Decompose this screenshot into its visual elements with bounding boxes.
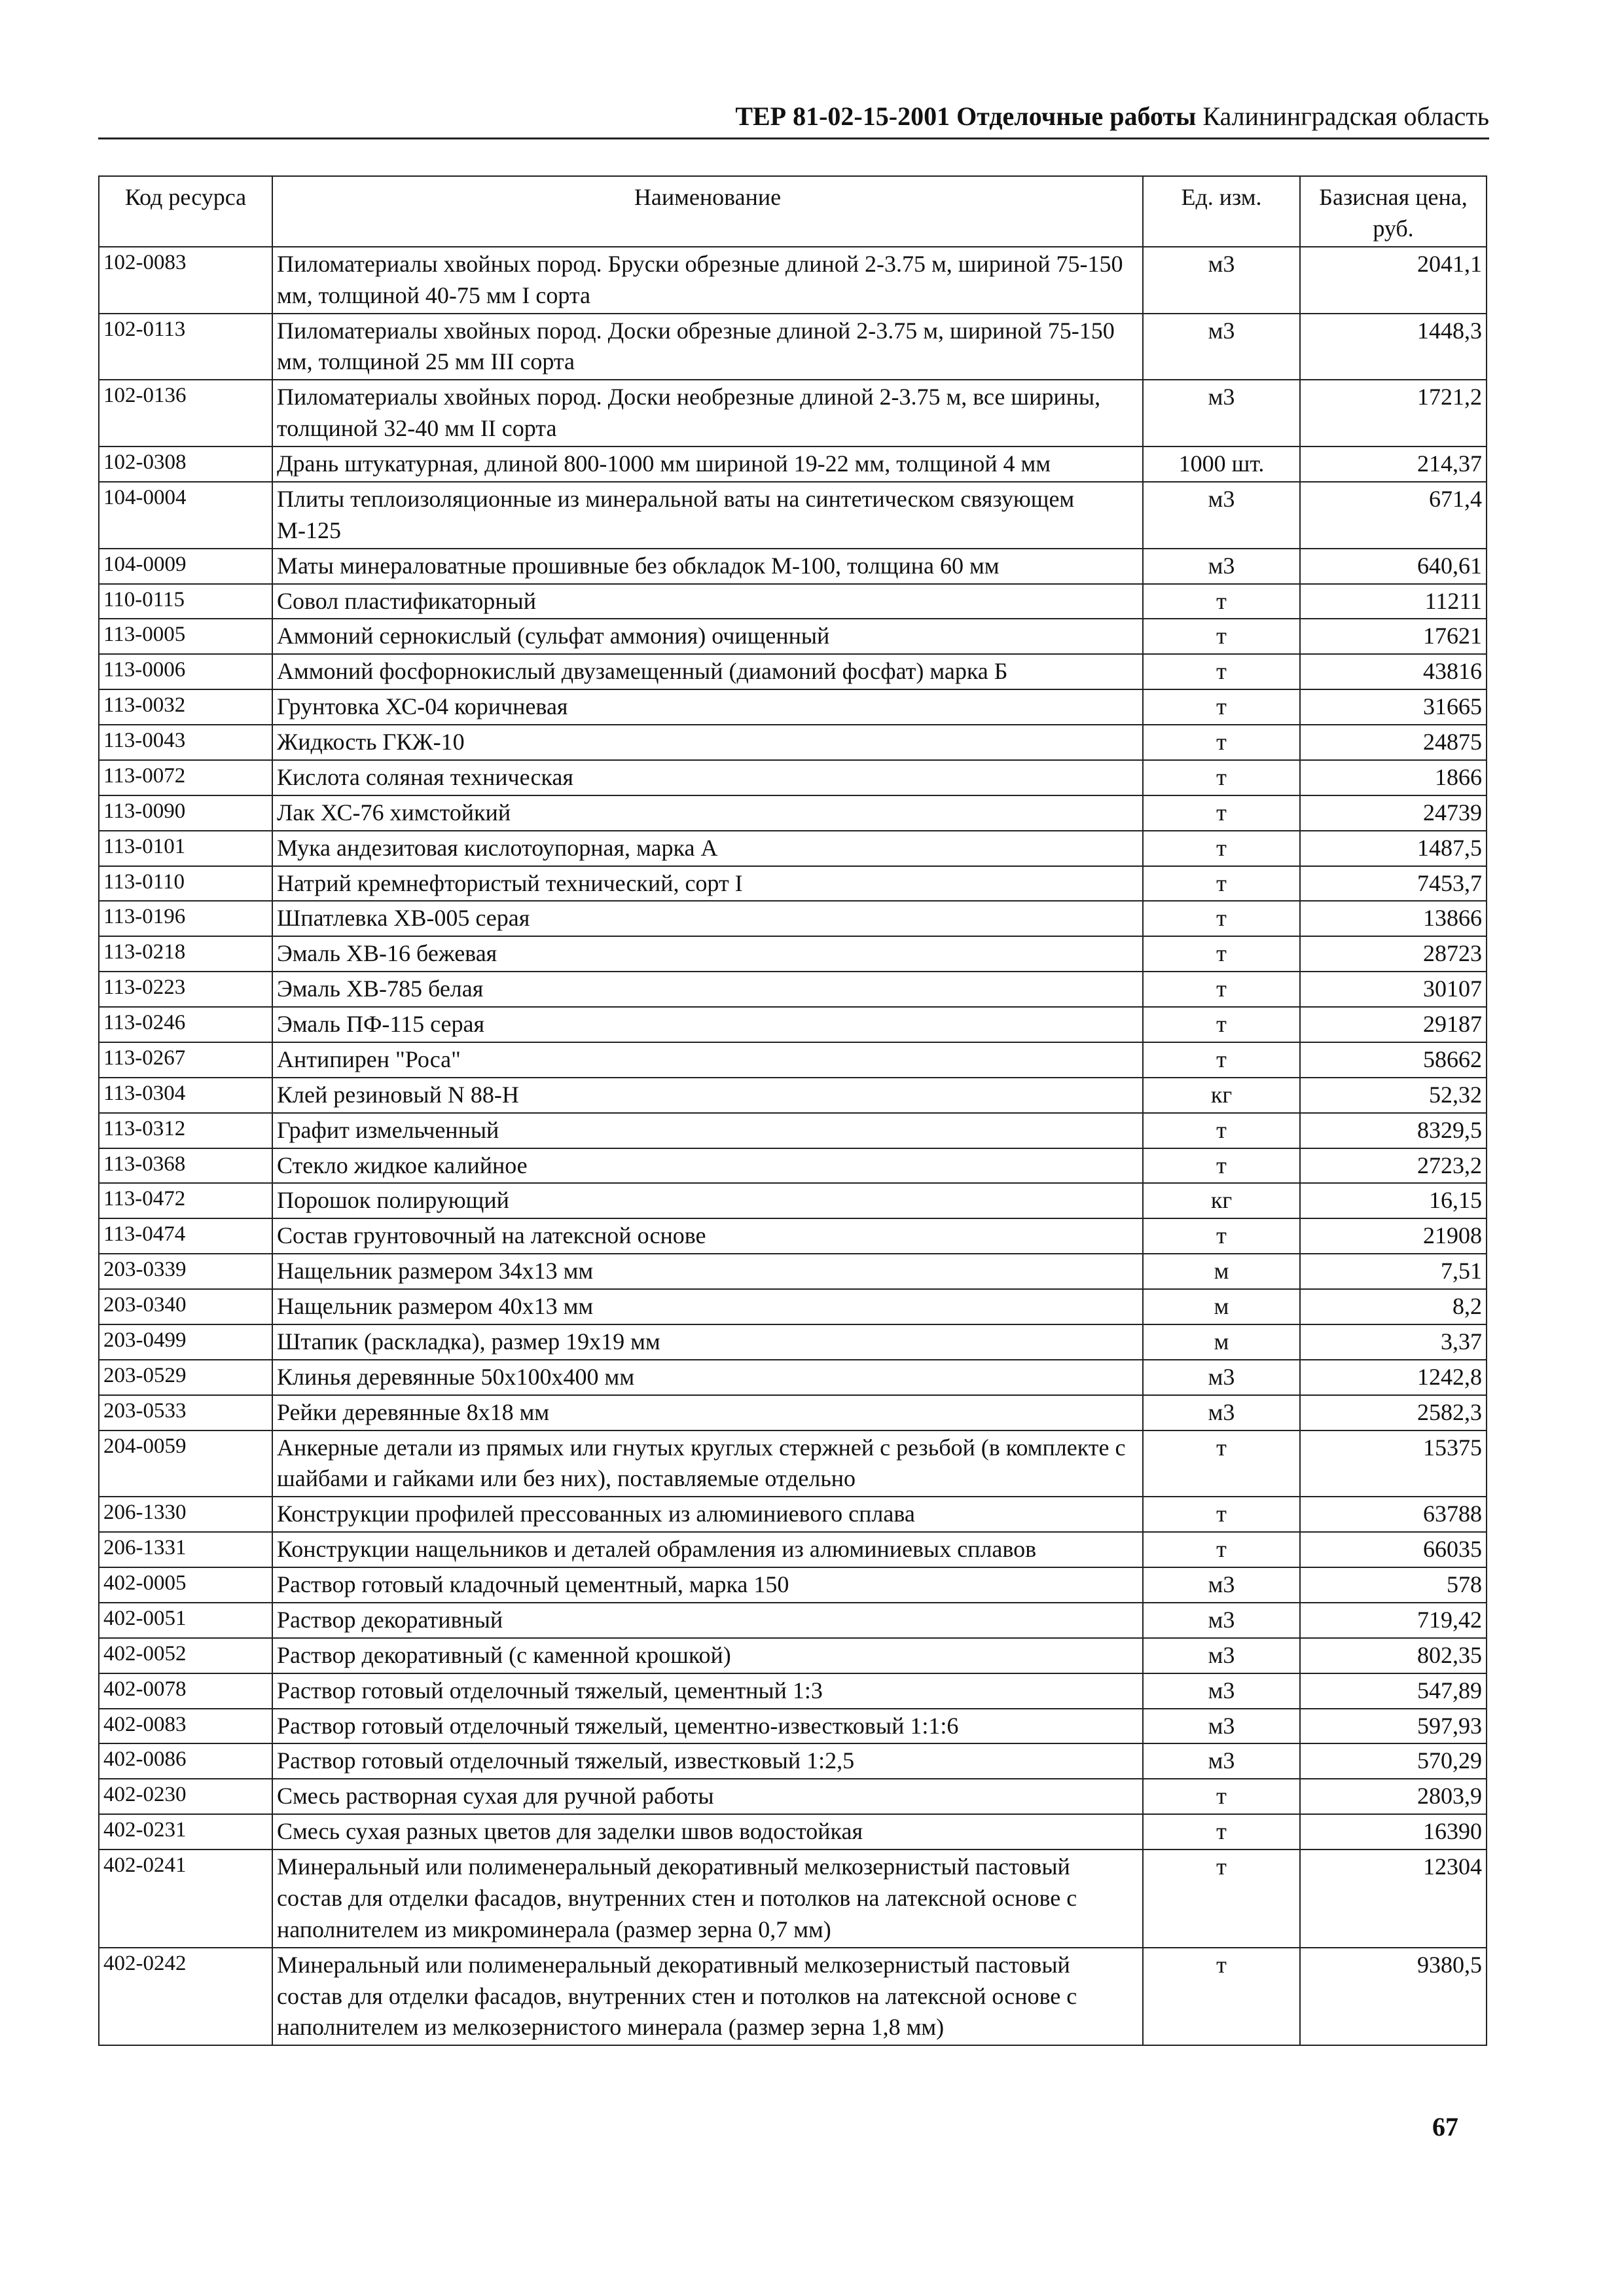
cell-unit: м3 — [1143, 1360, 1300, 1395]
table-header-row — [99, 176, 1487, 247]
table-row — [99, 1042, 1487, 1078]
table-row — [99, 584, 1487, 619]
cell-price: 597,93 — [1300, 1709, 1487, 1744]
cell-unit: т — [1143, 936, 1300, 972]
cell-unit: м3 — [1143, 1567, 1300, 1603]
cell-unit: м3 — [1143, 1395, 1300, 1430]
cell-code: 113-0101 — [99, 831, 272, 866]
cell-code: 402-0052 — [99, 1638, 272, 1673]
cell-unit: кг — [1143, 1183, 1300, 1218]
table-row — [99, 654, 1487, 689]
cell-name: Лак ХС-76 химстойкий — [272, 795, 1143, 831]
cell-price: 7,51 — [1300, 1254, 1487, 1289]
cell-code: 402-0241 — [99, 1850, 272, 1948]
table-row — [99, 1532, 1487, 1567]
cell-name: Конструкции нащельников и деталей обрамления из алюминиевых сплавов — [272, 1532, 1143, 1567]
table-row — [99, 1395, 1487, 1430]
table-row — [99, 1497, 1487, 1532]
cell-price: 12304 — [1300, 1850, 1487, 1948]
cell-unit: м3 — [1143, 247, 1300, 314]
cell-unit: т — [1143, 972, 1300, 1007]
cell-price: 578 — [1300, 1567, 1487, 1603]
cell-price: 2723,2 — [1300, 1148, 1487, 1184]
table-row — [99, 1948, 1487, 2046]
cell-price: 58662 — [1300, 1042, 1487, 1078]
cell-price: 802,35 — [1300, 1638, 1487, 1673]
cell-price: 8,2 — [1300, 1289, 1487, 1324]
cell-price: 3,37 — [1300, 1324, 1487, 1360]
cell-name: Раствор готовый отделочный тяжелый, известковый 1:2,5 — [272, 1743, 1143, 1779]
table-row — [99, 1814, 1487, 1850]
table-row — [99, 760, 1487, 795]
cell-code: 206-1330 — [99, 1497, 272, 1532]
cell-unit: т — [1143, 689, 1300, 725]
cell-name: Шпатлевка ХВ-005 серая — [272, 901, 1143, 936]
cell-name: Пиломатериалы хвойных пород. Бруски обрезные длиной 2-3.75 м, шириной 75-150 мм, толщиной 40-75 мм I сорта — [272, 247, 1143, 314]
cell-code: 203-0533 — [99, 1395, 272, 1430]
table-row — [99, 446, 1487, 482]
cell-name: Натрий кремнефтористый технический, сорт I — [272, 866, 1143, 902]
cell-unit: т — [1143, 619, 1300, 654]
cell-price: 1866 — [1300, 760, 1487, 795]
cell-unit: м3 — [1143, 1603, 1300, 1638]
cell-price: 2803,9 — [1300, 1779, 1487, 1814]
cell-code: 110-0115 — [99, 584, 272, 619]
cell-unit: м — [1143, 1324, 1300, 1360]
cell-price: 31665 — [1300, 689, 1487, 725]
cell-name: Раствор декоративный — [272, 1603, 1143, 1638]
cell-name: Стекло жидкое калийное — [272, 1148, 1143, 1184]
cell-code: 402-0231 — [99, 1814, 272, 1850]
cell-price: 17621 — [1300, 619, 1487, 654]
cell-name: Раствор готовый отделочный тяжелый, цементно-известковый 1:1:6 — [272, 1709, 1143, 1744]
cell-code: 102-0136 — [99, 380, 272, 446]
cell-name: Совол пластификаторный — [272, 584, 1143, 619]
cell-code: 113-0218 — [99, 936, 272, 972]
cell-price: 24875 — [1300, 725, 1487, 760]
table-row — [99, 1603, 1487, 1638]
page-number: 67 — [1432, 2112, 1458, 2141]
cell-code: 113-0072 — [99, 760, 272, 795]
cell-price: 671,4 — [1300, 482, 1487, 549]
cell-code: 113-0368 — [99, 1148, 272, 1184]
cell-code: 402-0051 — [99, 1603, 272, 1638]
header-region: Калининградская область — [1202, 101, 1489, 131]
table-row — [99, 831, 1487, 866]
table-row — [99, 972, 1487, 1007]
cell-price: 1721,2 — [1300, 380, 1487, 446]
cell-unit: т — [1143, 795, 1300, 831]
cell-name: Эмаль ХВ-16 бежевая — [272, 936, 1143, 972]
cell-code: 113-0090 — [99, 795, 272, 831]
cell-code: 402-0242 — [99, 1948, 272, 2046]
cell-price: 16390 — [1300, 1814, 1487, 1850]
cell-price: 1487,5 — [1300, 831, 1487, 866]
cell-code: 104-0009 — [99, 549, 272, 584]
cell-code: 203-0499 — [99, 1324, 272, 1360]
cell-name: Нащельник размером 34х13 мм — [272, 1254, 1143, 1289]
cell-price: 2582,3 — [1300, 1395, 1487, 1430]
cell-code: 402-0078 — [99, 1673, 272, 1709]
cell-price: 11211 — [1300, 584, 1487, 619]
cell-name: Нащельник размером 40х13 мм — [272, 1289, 1143, 1324]
cell-unit: м3 — [1143, 380, 1300, 446]
cell-name: Плиты теплоизоляционные из минеральной ваты на синтетическом связующем М-125 — [272, 482, 1143, 549]
cell-name: Минеральный или полименеральный декоративный мелкозернистый пастовый состав для отделки фасадов, внутренних стен и потолков на латексной основе с наполнителем из мелкозернистого минерала (размер зерна 1,8 мм) — [272, 1948, 1143, 2046]
cell-price: 7453,7 — [1300, 866, 1487, 902]
table-body — [99, 247, 1487, 2046]
cell-code: 113-0196 — [99, 901, 272, 936]
resource-price-table — [98, 175, 1487, 2046]
cell-code: 102-0113 — [99, 314, 272, 380]
cell-name: Раствор готовый отделочный тяжелый, цементный 1:3 — [272, 1673, 1143, 1709]
cell-code: 102-0083 — [99, 247, 272, 314]
header-doc-code: ТЕР 81-02-15-2001 Отделочные работы — [735, 101, 1197, 131]
column-header-code: Код ресурса — [99, 176, 272, 247]
cell-name: Кислота соляная техническая — [272, 760, 1143, 795]
cell-unit: т — [1143, 725, 1300, 760]
cell-code: 203-0529 — [99, 1360, 272, 1395]
cell-unit: м3 — [1143, 314, 1300, 380]
cell-price: 214,37 — [1300, 446, 1487, 482]
table-row — [99, 901, 1487, 936]
cell-name: Пиломатериалы хвойных пород. Доски необрезные длиной 2-3.75 м, все ширины, толщиной 32-40 мм II сорта — [272, 380, 1143, 446]
cell-price: 21908 — [1300, 1218, 1487, 1254]
cell-name: Раствор готовый кладочный цементный, марка 150 — [272, 1567, 1143, 1603]
cell-price: 8329,5 — [1300, 1113, 1487, 1148]
cell-code: 104-0004 — [99, 482, 272, 549]
cell-name: Маты минераловатные прошивные без обкладок М-100, толщина 60 мм — [272, 549, 1143, 584]
table-row — [99, 1430, 1487, 1497]
cell-code: 113-0005 — [99, 619, 272, 654]
cell-unit: т — [1143, 760, 1300, 795]
cell-price: 2041,1 — [1300, 247, 1487, 314]
cell-name: Графит измельченный — [272, 1113, 1143, 1148]
table-row — [99, 1007, 1487, 1042]
cell-price: 63788 — [1300, 1497, 1487, 1532]
cell-unit: 1000 шт. — [1143, 446, 1300, 482]
cell-code: 402-0086 — [99, 1743, 272, 1779]
cell-unit: т — [1143, 1532, 1300, 1567]
cell-name: Смесь растворная сухая для ручной работы — [272, 1779, 1143, 1814]
cell-unit: м3 — [1143, 482, 1300, 549]
cell-price: 29187 — [1300, 1007, 1487, 1042]
cell-name: Эмаль ПФ-115 серая — [272, 1007, 1143, 1042]
table-row — [99, 1113, 1487, 1148]
cell-unit: м — [1143, 1289, 1300, 1324]
cell-unit: м — [1143, 1254, 1300, 1289]
cell-code: 113-0043 — [99, 725, 272, 760]
cell-unit: м3 — [1143, 1743, 1300, 1779]
table-row — [99, 1779, 1487, 1814]
cell-code: 402-0230 — [99, 1779, 272, 1814]
cell-unit: т — [1143, 901, 1300, 936]
cell-unit: т — [1143, 1218, 1300, 1254]
cell-price: 9380,5 — [1300, 1948, 1487, 2046]
cell-name: Состав грунтовочный на латексной основе — [272, 1218, 1143, 1254]
cell-code: 203-0340 — [99, 1289, 272, 1324]
cell-name: Штапик (раскладка), размер 19х19 мм — [272, 1324, 1143, 1360]
cell-price: 719,42 — [1300, 1603, 1487, 1638]
table-row — [99, 619, 1487, 654]
table-row — [99, 1743, 1487, 1779]
cell-name: Грунтовка ХС-04 коричневая — [272, 689, 1143, 725]
cell-unit: м3 — [1143, 1673, 1300, 1709]
cell-code: 113-0032 — [99, 689, 272, 725]
cell-unit: кг — [1143, 1078, 1300, 1113]
table-row — [99, 1148, 1487, 1184]
cell-name: Эмаль ХВ-785 белая — [272, 972, 1143, 1007]
cell-name: Смесь сухая разных цветов для заделки швов водостойкая — [272, 1814, 1143, 1850]
column-header-unit: Ед. изм. — [1143, 176, 1300, 247]
cell-unit: т — [1143, 1148, 1300, 1184]
column-header-price: Базисная цена, руб. — [1300, 176, 1487, 247]
table-row — [99, 795, 1487, 831]
cell-unit: т — [1143, 654, 1300, 689]
table-row — [99, 725, 1487, 760]
cell-code: 402-0005 — [99, 1567, 272, 1603]
cell-unit: т — [1143, 1948, 1300, 2046]
cell-name: Конструкции профилей прессованных из алюминиевого сплава — [272, 1497, 1143, 1532]
cell-name: Рейки деревянные 8х18 мм — [272, 1395, 1143, 1430]
cell-name: Порошок полирующий — [272, 1183, 1143, 1218]
cell-price: 43816 — [1300, 654, 1487, 689]
cell-unit: т — [1143, 1007, 1300, 1042]
cell-price: 24739 — [1300, 795, 1487, 831]
cell-name: Мука андезитовая кислотоупорная, марка А — [272, 831, 1143, 866]
cell-price: 640,61 — [1300, 549, 1487, 584]
cell-code: 113-0110 — [99, 866, 272, 902]
cell-name: Минеральный или полименеральный декоративный мелкозернистый пастовый состав для отделки фасадов, внутренних стен и потолков на латексной основе с наполнителем из микроминерала (размер зерна 0,7 мм) — [272, 1850, 1143, 1948]
cell-unit: т — [1143, 1850, 1300, 1948]
cell-name: Анкерные детали из прямых или гнутых круглых стержней с резьбой (в комплекте с шайбами и гайками или без них), поставляемые отдельно — [272, 1430, 1143, 1497]
cell-unit: т — [1143, 1113, 1300, 1148]
table-row — [99, 1567, 1487, 1603]
cell-code: 113-0246 — [99, 1007, 272, 1042]
cell-code: 113-0312 — [99, 1113, 272, 1148]
header-text — [735, 101, 1489, 132]
table-row — [99, 866, 1487, 902]
cell-unit: т — [1143, 1430, 1300, 1497]
cell-price: 28723 — [1300, 936, 1487, 972]
table-row — [99, 1360, 1487, 1395]
table-row — [99, 1254, 1487, 1289]
table-row — [99, 1673, 1487, 1709]
cell-unit: т — [1143, 1042, 1300, 1078]
cell-name: Пиломатериалы хвойных пород. Доски обрезные длиной 2-3.75 м, шириной 75-150 мм, толщиной 25 мм III сорта — [272, 314, 1143, 380]
table-row — [99, 1218, 1487, 1254]
cell-unit: м3 — [1143, 1709, 1300, 1744]
table-row — [99, 1078, 1487, 1113]
cell-name: Клей резиновый N 88-Н — [272, 1078, 1143, 1113]
table-row — [99, 689, 1487, 725]
cell-name: Раствор декоративный (с каменной крошкой) — [272, 1638, 1143, 1673]
cell-name: Антипирен "Роса" — [272, 1042, 1143, 1078]
table-row — [99, 1324, 1487, 1360]
cell-unit: т — [1143, 831, 1300, 866]
cell-unit: т — [1143, 866, 1300, 902]
cell-code: 102-0308 — [99, 446, 272, 482]
table-row — [99, 1709, 1487, 1744]
cell-price: 16,15 — [1300, 1183, 1487, 1218]
cell-price: 52,32 — [1300, 1078, 1487, 1113]
cell-code: 113-0267 — [99, 1042, 272, 1078]
column-header-name: Наименование — [272, 176, 1143, 247]
cell-unit: м3 — [1143, 1638, 1300, 1673]
table-row — [99, 482, 1487, 549]
table-row — [99, 380, 1487, 446]
cell-price: 1242,8 — [1300, 1360, 1487, 1395]
table-row — [99, 314, 1487, 380]
cell-code: 113-0472 — [99, 1183, 272, 1218]
cell-price: 570,29 — [1300, 1743, 1487, 1779]
cell-code: 113-0223 — [99, 972, 272, 1007]
table-row — [99, 247, 1487, 314]
cell-code: 203-0339 — [99, 1254, 272, 1289]
cell-code: 113-0304 — [99, 1078, 272, 1113]
cell-name: Аммоний сернокислый (сульфат аммония) очищенный — [272, 619, 1143, 654]
cell-price: 66035 — [1300, 1532, 1487, 1567]
cell-name: Жидкость ГКЖ-10 — [272, 725, 1143, 760]
table-row — [99, 549, 1487, 584]
cell-unit: т — [1143, 1497, 1300, 1532]
cell-name: Клинья деревянные 50х100х400 мм — [272, 1360, 1143, 1395]
cell-price: 13866 — [1300, 901, 1487, 936]
cell-price: 547,89 — [1300, 1673, 1487, 1709]
table-row — [99, 1850, 1487, 1948]
page-header — [98, 98, 1489, 139]
cell-price: 1448,3 — [1300, 314, 1487, 380]
cell-unit: т — [1143, 1779, 1300, 1814]
cell-price: 30107 — [1300, 972, 1487, 1007]
cell-code: 113-0474 — [99, 1218, 272, 1254]
table-row — [99, 1289, 1487, 1324]
table-row — [99, 1183, 1487, 1218]
cell-unit: м3 — [1143, 549, 1300, 584]
cell-code: 204-0059 — [99, 1430, 272, 1497]
cell-unit: т — [1143, 584, 1300, 619]
cell-name: Аммоний фосфорнокислый двузамещенный (диамоний фосфат) марка Б — [272, 654, 1143, 689]
table-row — [99, 1638, 1487, 1673]
cell-code: 206-1331 — [99, 1532, 272, 1567]
cell-unit: т — [1143, 1814, 1300, 1850]
cell-name: Дрань штукатурная, длиной 800-1000 мм шириной 19-22 мм, толщиной 4 мм — [272, 446, 1143, 482]
cell-code: 113-0006 — [99, 654, 272, 689]
cell-price: 15375 — [1300, 1430, 1487, 1497]
table-row — [99, 936, 1487, 972]
cell-code: 402-0083 — [99, 1709, 272, 1744]
